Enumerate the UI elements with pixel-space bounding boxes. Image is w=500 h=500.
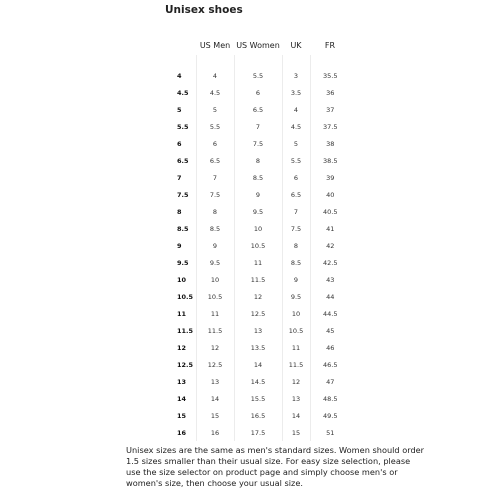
table-cell: 6.5 (234, 101, 282, 118)
table-cell: 46.5 (310, 356, 350, 373)
row-size-label: 4.5 (177, 88, 189, 97)
table-cell: 14 (196, 390, 234, 407)
table-spacer (170, 55, 350, 67)
table-cell: 7.5 (196, 186, 234, 203)
table-cell: 51 (310, 424, 350, 441)
table-cell: 12 (282, 373, 310, 390)
table-row (170, 271, 350, 288)
row-size-label: 11 (177, 309, 187, 318)
table-row (170, 169, 350, 186)
table-cell: 46 (310, 339, 350, 356)
table-row (170, 390, 350, 407)
table-cell: 13 (282, 390, 310, 407)
table-cell: 5.5 (282, 152, 310, 169)
table-cell: 7 (196, 169, 234, 186)
table-cell: 15 (196, 407, 234, 424)
row-size-label: 8 (177, 207, 182, 216)
row-size-label: 8.5 (177, 224, 189, 233)
table-cell: 4 (282, 101, 310, 118)
table-row (170, 152, 350, 169)
table-cell: 15 (282, 424, 310, 441)
table-cell: 40 (310, 186, 350, 203)
table-cell: 7 (282, 203, 310, 220)
table-cell: 35.5 (310, 67, 350, 84)
table-cell: 9.5 (282, 288, 310, 305)
table-cell: 6 (282, 169, 310, 186)
table-cell: 11 (234, 254, 282, 271)
table-cell: 37 (310, 101, 350, 118)
table-cell: 14.5 (234, 373, 282, 390)
row-size-label: 6 (177, 139, 182, 148)
table-body (170, 55, 350, 441)
table-row (170, 356, 350, 373)
row-size-label: 5.5 (177, 122, 189, 131)
table-row (170, 237, 350, 254)
table-cell: 14 (234, 356, 282, 373)
table-cell: 37.5 (310, 118, 350, 135)
row-size-label: 11.5 (177, 326, 194, 335)
table-cell: 12.5 (234, 305, 282, 322)
table-row (170, 373, 350, 390)
table-row (170, 322, 350, 339)
table-cell: 38.5 (310, 152, 350, 169)
size-note: Unisex sizes are the same as men's standard sizes. Women should order 1.5 sizes smaller than their usual size. For easy size selection, please use the size selector on product page and simply choose men's or women's size, then choose your usual size. (126, 445, 425, 488)
row-size-label: 6.5 (177, 156, 189, 165)
table-cell: 10.5 (234, 237, 282, 254)
table-row (170, 424, 350, 441)
table-cell: 11 (196, 305, 234, 322)
table-cell: 8 (196, 203, 234, 220)
table-cell: 11.5 (196, 322, 234, 339)
table-cell: 4.5 (282, 118, 310, 135)
table-cell: 47 (310, 373, 350, 390)
table-row (170, 220, 350, 237)
table-row (170, 407, 350, 424)
table-cell: 41 (310, 220, 350, 237)
table-cell: 10 (234, 220, 282, 237)
table-cell: 13.5 (234, 339, 282, 356)
table-cell: 11.5 (282, 356, 310, 373)
size-chart (170, 35, 350, 441)
table-cell: 11.5 (234, 271, 282, 288)
table-row (170, 84, 350, 101)
table-cell: 48.5 (310, 390, 350, 407)
row-size-label: 10 (177, 275, 187, 284)
table-cell: 6 (196, 135, 234, 152)
table-cell: 15.5 (234, 390, 282, 407)
row-size-label: 7.5 (177, 190, 189, 199)
table-cell: 8 (234, 152, 282, 169)
table-cell: 10 (282, 305, 310, 322)
table-cell: 11 (282, 339, 310, 356)
table-cell: 49.5 (310, 407, 350, 424)
row-size-label: 13 (177, 377, 187, 386)
size-table (170, 35, 350, 441)
table-cell: 10 (196, 271, 234, 288)
row-size-label: 5 (177, 105, 182, 114)
table-cell: 3.5 (282, 84, 310, 101)
table-cell: 4 (196, 67, 234, 84)
row-size-label: 12.5 (177, 360, 194, 369)
table-cell: 9.5 (234, 203, 282, 220)
table-row (170, 101, 350, 118)
header-uk: UK (290, 40, 302, 50)
table-header-row (170, 35, 350, 55)
table-cell: 9 (196, 237, 234, 254)
table-cell: 9 (234, 186, 282, 203)
row-size-label: 10.5 (177, 292, 194, 301)
table-cell: 40.5 (310, 203, 350, 220)
table-cell: 14 (282, 407, 310, 424)
table-cell: 3 (282, 67, 310, 84)
table-cell: 12.5 (196, 356, 234, 373)
table-cell: 7.5 (282, 220, 310, 237)
table-row (170, 135, 350, 152)
row-size-label: 9.5 (177, 258, 189, 267)
page-title: Unisex shoes (165, 4, 243, 16)
header-size (170, 35, 196, 55)
table-cell: 38 (310, 135, 350, 152)
header-us-women: US Women (236, 40, 280, 50)
table-cell: 8.5 (234, 169, 282, 186)
table-cell: 36 (310, 84, 350, 101)
table-row (170, 254, 350, 271)
table-cell: 5 (282, 135, 310, 152)
table-cell: 4.5 (196, 84, 234, 101)
table-cell: 8.5 (196, 220, 234, 237)
table-cell: 42.5 (310, 254, 350, 271)
row-size-label: 12 (177, 343, 187, 352)
header-us-men: US Men (199, 40, 231, 50)
table-cell: 6.5 (282, 186, 310, 203)
table-cell: 12 (196, 339, 234, 356)
table-cell: 43 (310, 271, 350, 288)
table-cell: 5.5 (196, 118, 234, 135)
table-cell: 13 (196, 373, 234, 390)
table-cell: 17.5 (234, 424, 282, 441)
row-size-label: 16 (177, 428, 187, 437)
table-cell: 45 (310, 322, 350, 339)
table-cell: 8 (282, 237, 310, 254)
table-cell: 7 (234, 118, 282, 135)
table-row (170, 305, 350, 322)
table-cell: 16.5 (234, 407, 282, 424)
table-row (170, 339, 350, 356)
table-cell: 9.5 (196, 254, 234, 271)
row-size-label: 7 (177, 173, 182, 182)
table-cell: 5 (196, 101, 234, 118)
table-cell: 6.5 (196, 152, 234, 169)
table-cell: 6 (234, 84, 282, 101)
row-size-label: 14 (177, 394, 187, 403)
table-cell: 16 (196, 424, 234, 441)
table-cell: 12 (234, 288, 282, 305)
table-cell: 13 (234, 322, 282, 339)
table-cell: 8.5 (282, 254, 310, 271)
table-cell: 44 (310, 288, 350, 305)
row-size-label: 9 (177, 241, 182, 250)
table-cell: 39 (310, 169, 350, 186)
table-cell: 9 (282, 271, 310, 288)
row-size-label: 4 (177, 71, 182, 80)
header-fr: FR (324, 40, 336, 50)
table-row (170, 67, 350, 84)
table-cell: 44.5 (310, 305, 350, 322)
table-row (170, 118, 350, 135)
row-size-label: 15 (177, 411, 187, 420)
table-row (170, 288, 350, 305)
table-cell: 10.5 (282, 322, 310, 339)
table-cell: 42 (310, 237, 350, 254)
table-row (170, 203, 350, 220)
table-row (170, 186, 350, 203)
table-cell: 10.5 (196, 288, 234, 305)
table-cell: 5.5 (234, 67, 282, 84)
table-cell: 7.5 (234, 135, 282, 152)
